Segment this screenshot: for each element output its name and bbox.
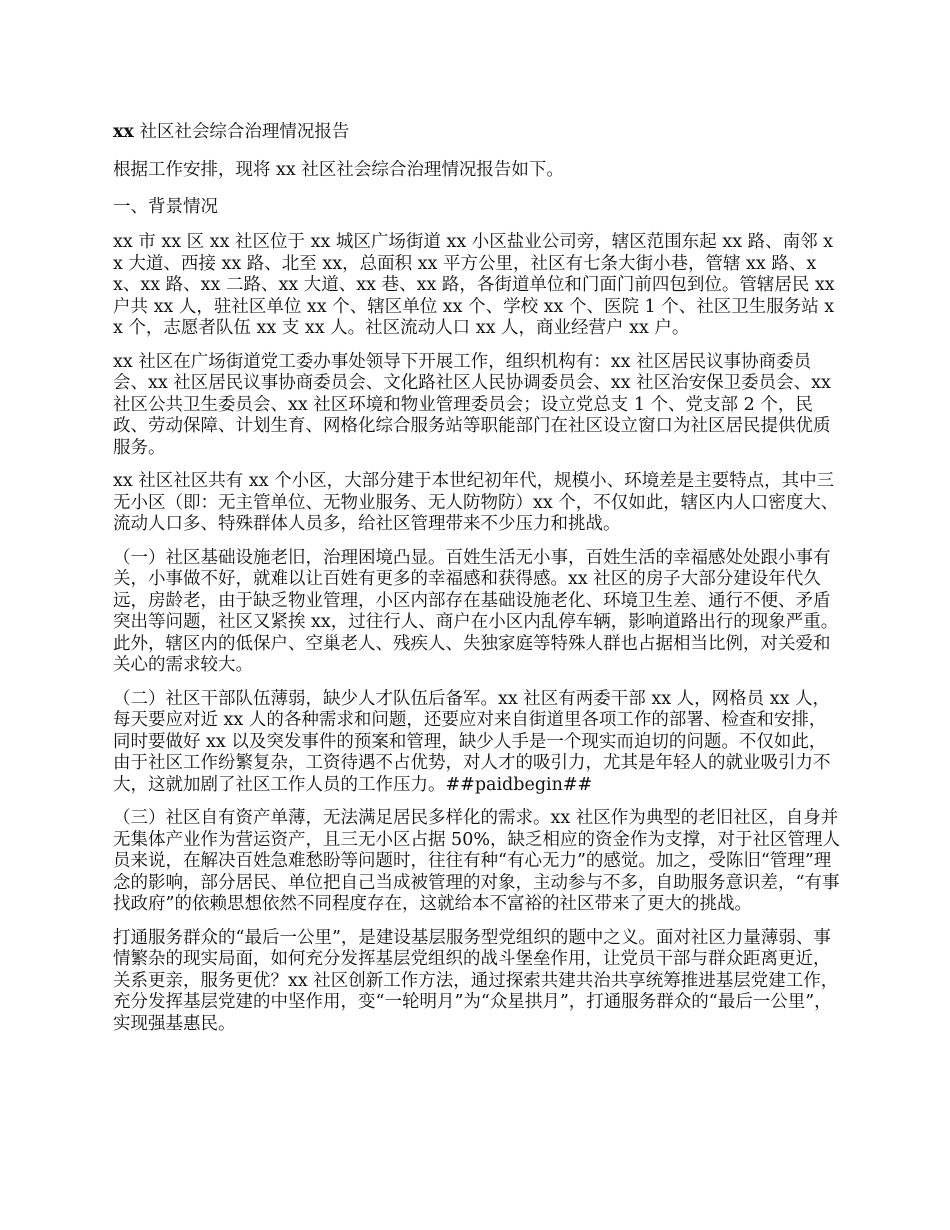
- paragraph-issue-2: （二）社区干部队伍薄弱，缺少人才队伍后备军。xx 社区有两委干部 xx 人，网格员 xx 人，每天要应对近 xx 人的各种需求和问题，还要应对来自街道里各项工作的部署、检查和安排，同时要做好 xx 以及突发事件的预案和管理，缺少人手是一个现实而迫切的问题。不仅如此，由于社区工作纷繁复杂，工资待遇不占优势，对人才的吸引力，尤其是年轻人的就业吸引力不大，这就加剧了社区工作人员的工作压力。##paidbegin##: [113, 688, 831, 795]
- title-prefix: xx: [113, 122, 134, 142]
- title-text: 社区社会综合治理情况报告: [133, 122, 350, 142]
- document-title: [113, 120, 841, 145]
- paragraph-last-mile: 打通服务群众的“最后一公里”，是建设基层服务型党组织的题中之义。面对社区力量薄弱、事情繁杂的现实局面，如何充分发挥基层党组织的战斗堡垒作用，让党员干部与群众距离更近，关系更亲，服务更优？xx 社区创新工作方法，通过探索共建共治共享统筹推进基层党建工作，充分发挥基层党建的中坚作用，变“一轮明月”为“众星拱月”，打通服务群众的“最后一公里”，实现强基惠民。: [113, 927, 839, 1034]
- section-heading-background: 一、背景情况: [113, 197, 218, 217]
- intro-paragraph: 根据工作安排，现将 xx 社区社会综合治理情况报告如下。: [113, 160, 564, 180]
- paragraph-organization: xx 社区在广场街道党工委办事处领导下开展工作，组织机构有：xx 社区居民议事协商委员会、xx 社区居民议事协商委员会、文化路社区人民协调委员会、xx 社区治安保卫委员会、xx 社区公共卫生委员会、xx 社区环境和物业管理委员会；设立党总支 1 个、党支部 2 个，民政、劳动保障、计划生育、网格化综合服务站等职能部门在社区设立窗口为社区居民提供优质服务。: [113, 351, 831, 458]
- paragraph-communities: xx 社区社区共有 xx 个小区，大部分建于本世纪初年代，规模小、环境差是主要特点，其中三无小区（即：无主管单位、无物业服务、无人防物防）xx 个，不仅如此，辖区内人口密度大、流动人口多、特殊群体人员多，给社区管理带来不少压力和挑战。: [113, 471, 839, 534]
- document-page: [113, 120, 841, 1047]
- paragraph-overview: xx 市 xx 区 xx 社区位于 xx 城区广场街道 xx 小区盐业公司旁，辖区范围东起 xx 路、南邻 xx 大道、西接 xx 路、北至 xx，总面积 xx 平方公里，社区有七条大街小巷，管辖 xx 路、xx、xx 路、xx 二路、xx 大道、xx 巷、xx 路，各街道单位和门面门前四包到位。管辖居民 xx 户共 xx 人，驻社区单位 xx 个、辖区单位 xx 个、学校 xx 个、医院 1 个、社区卫生服务站 xx 个，志愿者队伍 xx 支 xx 人。社区流动人口 xx 人，商业经营户 xx 户。: [113, 232, 835, 338]
- paragraph-issue-3: （三）社区自有资产单薄，无法满足居民多样化的需求。xx 社区作为典型的老旧社区，自身并无集体产业作为营运资产，且三无小区占据 50%，缺乏相应的资金作为支撑，对于社区管理人员来说，在解决百姓急难愁盼等问题时，往往有种“有心无力”的感觉。加之，受陈旧“管理”理念的影响，部分居民、单位把自己当成被管理的对象，主动参与不多，自助服务意识差，“有事找政府”的依赖思想依然不同程度存在，这就给本不富裕的社区带来了更大的挑战。: [113, 808, 840, 914]
- paragraph-issue-1: （一）社区基础设施老旧，治理困境凸显。百姓生活无小事，百姓生活的幸福感处处跟小事有关，小事做不好，就难以让百姓有更多的幸福感和获得感。xx 社区的房子大部分建设年代久远，房龄老，由于缺乏物业管理，小区内部存在基础设施老化、环境卫生差、通行不便、矛盾突出等问题，社区又紧挨 xx，过往行人、商户在小区内乱停车辆，影响道路出行的现象严重。此外，辖区内的低保户、空巢老人、残疾人、失独家庭等特殊人群也占据相当比例，对关爱和关心的需求较大。: [113, 547, 839, 675]
